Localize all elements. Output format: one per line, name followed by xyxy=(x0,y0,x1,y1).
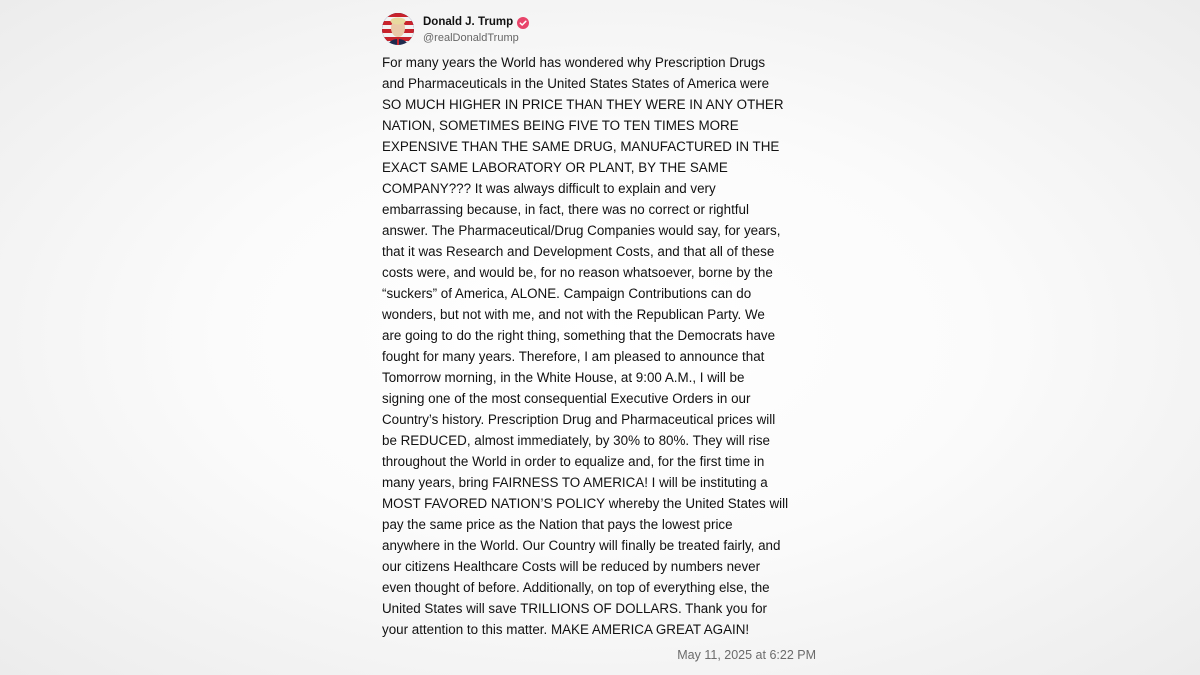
post-body-line: wonders, but not with me, and not with the Republican Party. We xyxy=(382,307,765,322)
post-body-line: Country’s history. Prescription Drug and Pharmaceutical prices will xyxy=(382,412,776,427)
post-body-line: throughout the World in order to equalize and, for the first time in xyxy=(382,454,765,469)
post-body-line: United States will save TRILLIONS OF DOLLARS. Thank you for xyxy=(382,601,768,616)
post-body-line: many years, bring FAIRNESS TO AMERICA! I will be instituting a xyxy=(382,475,768,490)
post-body-line: your attention to this matter. MAKE AMERICA GREAT AGAIN! xyxy=(382,622,750,637)
post-body-line: fought for many years. Therefore, I am pleased to announce that xyxy=(382,349,765,364)
post-body-line: For many years the World has wondered why Prescription Drugs xyxy=(382,55,766,70)
post-body-line: COMPANY??? It was always difficult to explain and very xyxy=(382,181,716,196)
post-body-line: NATION, SOMETIMES BEING FIVE TO TEN TIMES MORE xyxy=(382,118,739,133)
post-body-line: that it was Research and Development Costs, and that all of these xyxy=(382,244,775,259)
post-body-line: pay the same price as the Nation that pays the lowest price xyxy=(382,517,733,532)
post-body-line: signing one of the most consequential Executive Orders in our xyxy=(382,391,751,406)
post-body-line: costs were, and would be, for no reason whatsoever, borne by the xyxy=(382,265,773,280)
post-body-line: answer. The Pharmaceutical/Drug Companies would say, for years, xyxy=(382,223,781,238)
post-body-line: and Pharmaceuticals in the United States States of America were xyxy=(382,76,770,91)
author-display-name[interactable]: Donald J. Trump xyxy=(423,16,514,28)
name-row xyxy=(423,14,529,30)
post-body-line: be REDUCED, almost immediately, by 30% to 80%. They will rise xyxy=(382,433,770,448)
post-body-line: EXPENSIVE THAN THE SAME DRUG, MANUFACTURED IN THE xyxy=(382,139,780,154)
post-body-line: embarrassing because, in fact, there was no correct or rightful xyxy=(382,202,749,217)
post-body-line: are going to do the right thing, something that the Democrats have xyxy=(382,328,776,343)
post-header xyxy=(382,12,818,46)
avatar[interactable] xyxy=(382,13,414,45)
post-body-line: “suckers” of America, ALONE. Campaign Contributions can do xyxy=(382,286,752,301)
post-body-line: even thought of before. Additionally, on top of everything else, the xyxy=(382,580,770,595)
author-handle[interactable]: @realDonaldTrump xyxy=(423,32,519,44)
post-body-line: our citizens Healthcare Costs will be reduced by numbers never xyxy=(382,559,761,574)
avatar-flag-portrait-icon xyxy=(382,13,414,45)
post-body-line: MOST FAVORED NATION’S POLICY whereby the United States will xyxy=(382,496,789,511)
post-body-line: EXACT SAME LABORATORY OR PLANT, BY THE SAME xyxy=(382,160,728,175)
post-body-line: Tomorrow morning, in the White House, at 9:00 A.M., I will be xyxy=(382,370,745,385)
author-names xyxy=(423,14,529,44)
verified-badge-icon xyxy=(517,16,529,28)
post-card xyxy=(382,12,818,662)
post-body-line: anywhere in the World. Our Country will finally be treated fairly, and xyxy=(382,538,781,553)
post-body-line: SO MUCH HIGHER IN PRICE THAN THEY WERE IN ANY OTHER xyxy=(382,97,784,112)
post-body-text xyxy=(382,52,818,640)
post-timestamp[interactable]: May 11, 2025 at 6:22 PM xyxy=(677,648,816,662)
